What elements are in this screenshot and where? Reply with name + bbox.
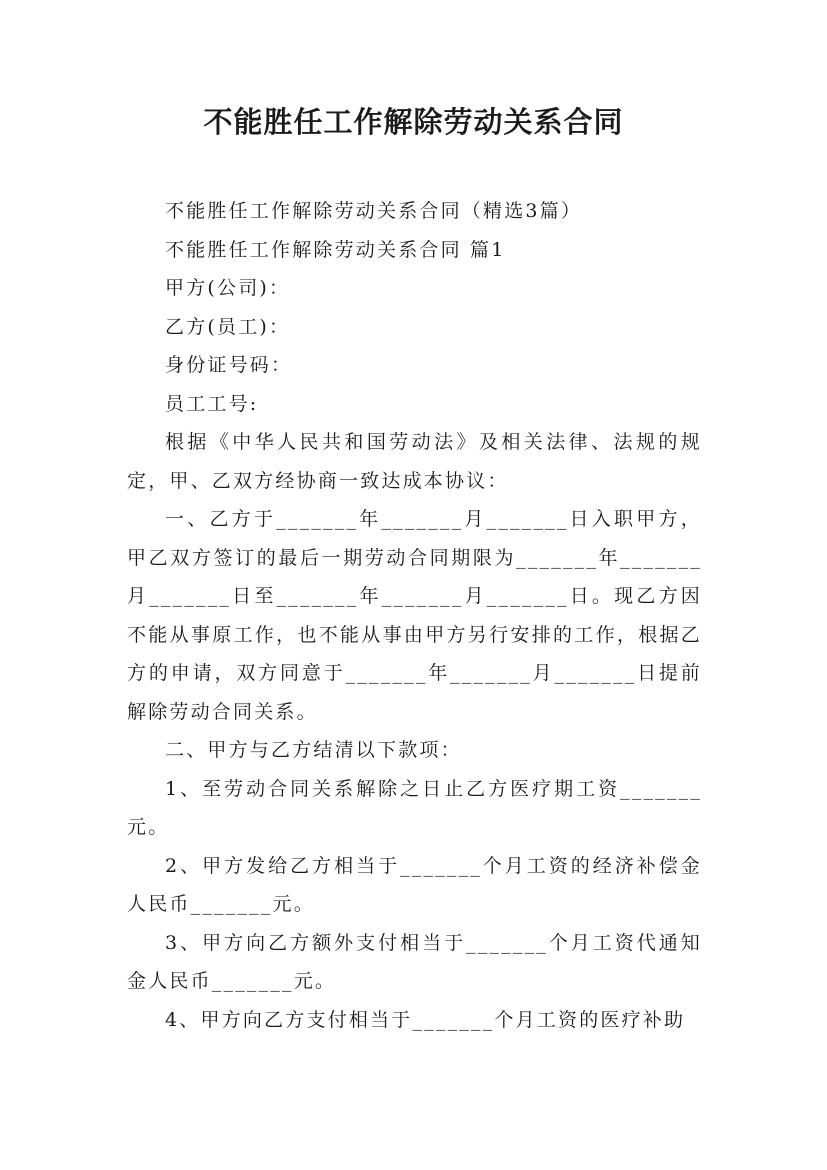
document-title: 不能胜任工作解除劳动关系合同 — [203, 105, 624, 139]
paragraph-id-number: 身份证号码： — [165, 354, 293, 376]
paragraph-item-3: 3、甲方向乙方额外支付相当于_______个月工资代通知金人民币_______元。 — [127, 931, 702, 992]
paragraph-legal-basis: 根据《中华人民共和国劳动法》及相关法律、法规的规定，甲、乙双方经协商一致达成本协议： — [127, 431, 702, 492]
paragraph-section-heading: 不能胜任工作解除劳动关系合同 篇1 — [165, 238, 506, 261]
paragraph-party-b: 乙方(员工)： — [165, 315, 291, 338]
paragraph-party-a: 甲方(公司)： — [165, 277, 291, 299]
paragraph-clause-2: 二、甲方与乙方结清以下款项： — [165, 739, 462, 761]
paragraph-item-2: 2、甲方发给乙方相当于_______个月工资的经济补偿金人民币_______元。 — [127, 854, 702, 915]
paragraph-clause-1: 一、乙方于_______年_______月_______日入职甲方，甲乙双方签订的最后一期劳动合同期限为_______年_______月_______日至_______年_______月_______日。现乙方因不能从事原工作，也不能从事由甲方另行安排的工作，根据乙方的申请，双方同意于_______年_______月_______日提前解除劳动合同关系。 — [127, 508, 702, 723]
paragraph-item-1: 1、至劳动合同关系解除之日止乙方医疗期工资_______元。 — [127, 777, 702, 838]
paragraph-item-4: 4、甲方向乙方支付相当于_______个月工资的医疗补助 — [165, 1008, 686, 1031]
paragraph-subtitle: 不能胜任工作解除劳动关系合同（精选3篇） — [165, 200, 583, 222]
paragraph-employee-number: 员工工号: — [165, 392, 259, 415]
document-body — [127, 192, 702, 1039]
